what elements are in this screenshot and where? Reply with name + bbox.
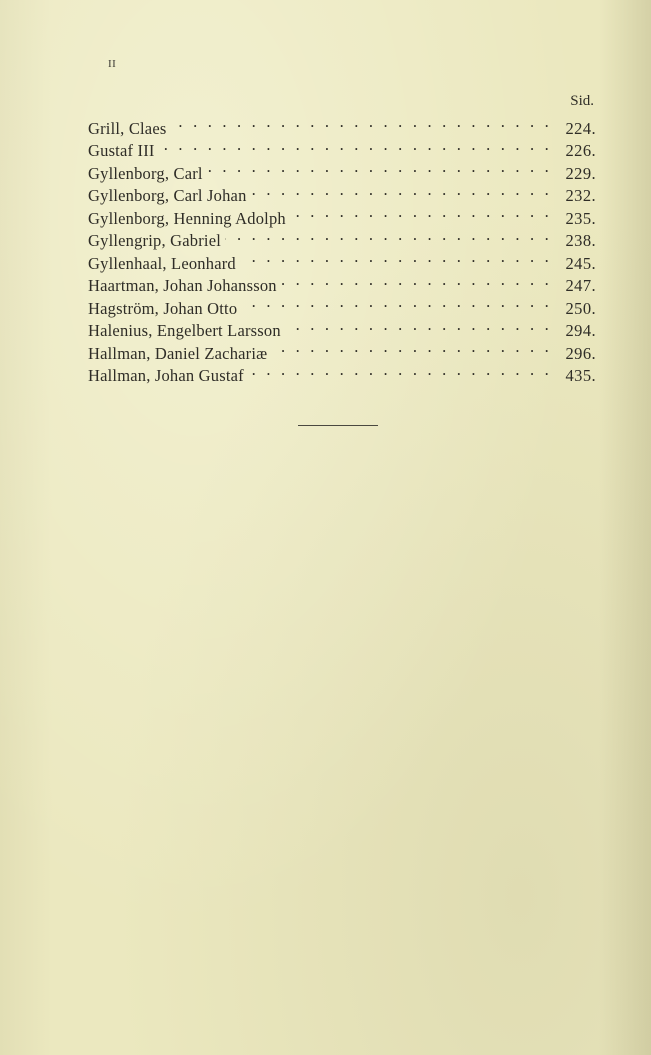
page-number: II xyxy=(108,58,117,70)
dot-leader xyxy=(207,156,552,179)
toc-entry-page: 238. xyxy=(565,231,596,250)
toc-entry-page: 232. xyxy=(565,186,596,205)
toc-entry xyxy=(88,111,596,138)
toc-entry-page: 296. xyxy=(565,343,596,363)
toc-entry-page: 435. xyxy=(565,366,596,385)
toc-entry-name: Grill, Claes xyxy=(88,118,167,138)
toc-entry-page: 247. xyxy=(565,276,596,295)
toc-entry-page: 235. xyxy=(565,208,596,228)
toc-entry-name: Hallman, Daniel Zachariæ xyxy=(88,343,268,363)
toc-entry-page: 245. xyxy=(565,253,596,273)
toc-entry-name: Haartman, Johan Johansson xyxy=(88,276,277,295)
toc-entry-page: 229. xyxy=(565,163,596,183)
toc-entry-name: Hallman, Johan Gustaf xyxy=(88,366,244,385)
dot-leader xyxy=(281,269,552,292)
table-of-contents xyxy=(88,92,596,385)
dot-leader xyxy=(225,224,552,247)
dot-leader xyxy=(240,246,552,269)
dot-leader xyxy=(248,359,552,382)
dot-leader xyxy=(170,111,552,134)
dot-leader xyxy=(271,336,552,359)
toc-entry-name: Hagström, Johan Otto xyxy=(88,298,238,318)
toc-entry-name: Gyllenborg, Carl Johan xyxy=(88,186,247,205)
toc-entry-name: Gyllenborg, Henning Adolph xyxy=(88,208,286,228)
toc-entry-name: Gustaf III xyxy=(88,141,155,160)
toc-entry-page: 294. xyxy=(565,321,596,340)
toc-entry-page: 224. xyxy=(565,118,596,138)
dot-leader xyxy=(290,201,552,224)
page-column-header: Sid. xyxy=(570,93,594,109)
toc-entry xyxy=(88,156,596,183)
toc-entry-name: Gyllenborg, Carl xyxy=(88,163,203,183)
toc-entry-name: Gyllengrip, Gabriel xyxy=(88,231,222,250)
toc-entry-page: 250. xyxy=(565,298,596,318)
toc-entry xyxy=(88,134,596,160)
dot-leader xyxy=(251,179,552,202)
toc-entry-name: Halenius, Engelbert Larsson xyxy=(88,321,281,340)
section-divider xyxy=(298,425,378,426)
toc-entry-name: Gyllenhaal, Leonhard xyxy=(88,253,236,273)
dot-leader xyxy=(159,134,552,157)
dot-leader xyxy=(285,314,552,337)
dot-leader xyxy=(241,291,552,314)
toc-entry-page: 226. xyxy=(565,141,596,160)
